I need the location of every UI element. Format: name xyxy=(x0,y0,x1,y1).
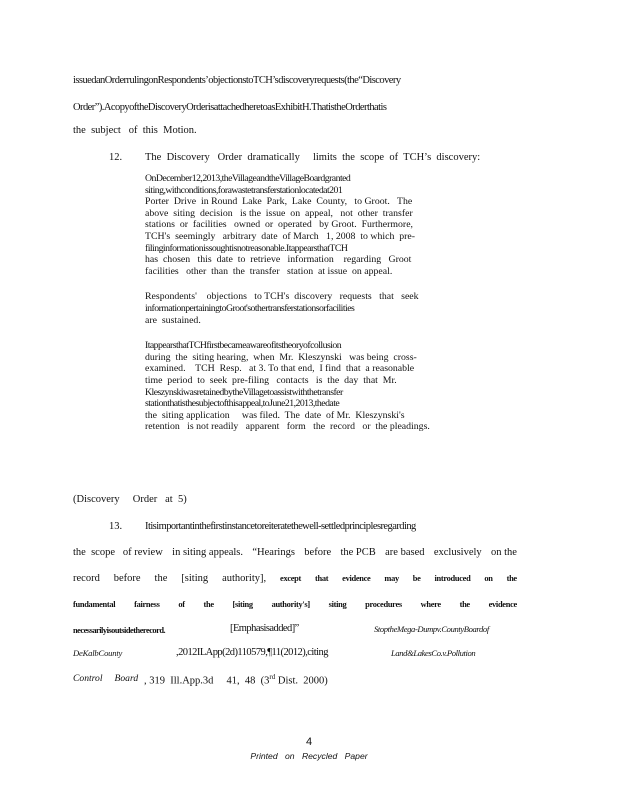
citation-part: , 319 Ill.App.3d 41, 48 (3 xyxy=(144,675,270,687)
case-name: DeKalbCounty xyxy=(73,648,123,658)
quote-line: filinginformationissoughtisnotreasonable.ItappearsthatTCH xyxy=(145,242,348,254)
paragraph-text: The Discovery Order dramatically limits the scope of TCH’s discovery: xyxy=(145,152,481,163)
word: exclusively xyxy=(433,547,482,558)
page-number: 4 xyxy=(305,736,313,748)
emphasis-note: [Emphasisadded]” xyxy=(230,623,299,634)
citation: (Discovery Order at 5) xyxy=(73,494,187,505)
quote-paragraph xyxy=(145,340,450,433)
paragraph-number: 12. xyxy=(109,152,123,163)
quote-line: siting,withconditions,forawastetransferstationlocatedat201 xyxy=(145,184,343,196)
word: except xyxy=(280,574,302,583)
word: “Hearings xyxy=(252,547,295,558)
word: on xyxy=(484,574,493,583)
word: siting xyxy=(328,600,347,609)
quote-paragraph xyxy=(145,173,450,277)
word: evidence xyxy=(342,574,371,583)
text-line: necessarilyisoutsidetherecord. xyxy=(73,626,166,635)
word: the xyxy=(459,600,470,609)
word: may xyxy=(384,574,399,583)
quote-line: the siting application was filed. The date of Mr. Kleszynski's xyxy=(145,409,405,421)
case-name: Land&LakesCo.v.Pollution xyxy=(391,648,476,658)
quote-line: ItappearsthatTCHfirstbecameawareofitstheoryofcollusion xyxy=(145,340,342,352)
quote-line: facilities other than the transfer station at issue on appeal. xyxy=(145,265,393,277)
quote-paragraph xyxy=(145,291,450,326)
quote-line: above siting decision is the issue on appeal, not other transfer xyxy=(145,207,413,219)
word: [siting xyxy=(232,600,253,609)
word: authority's] xyxy=(271,600,310,609)
word: the scope of review xyxy=(73,547,163,558)
quote-line: has chosen this date to retrieve information regarding Groot xyxy=(145,254,412,266)
quote-line: informationpertainingtoGroot'sothertransferstationsorfacilities xyxy=(145,302,355,314)
text-line xyxy=(73,572,517,585)
word: before xyxy=(304,547,332,558)
text-line: issuedanOrderrulingonRespondents’objectionstoTCH’sdiscoveryrequests(the“Discovery xyxy=(73,75,401,86)
word: the xyxy=(506,574,517,583)
word: introduced xyxy=(434,574,471,583)
word: authority], xyxy=(222,573,267,584)
quote-line: OnDecember12,2013,theVillageandtheVillageBoardgranted xyxy=(145,173,351,184)
quote-line: stationthatisthesubjectofthisappeal,toJune21,2013,thedate xyxy=(145,398,340,410)
quote-line: KleszynskiwasretainedbytheVillagetoassistwiththetransfer xyxy=(145,386,343,398)
paragraph-number: 13. xyxy=(109,521,123,532)
word: the xyxy=(154,573,168,584)
quote-line: Porter Drive in Round Lake Park, Lake County, to Groot. The xyxy=(145,196,413,208)
text-line xyxy=(73,598,517,611)
quote-line: examined. TCH Resp. at 3. To that end, I find that a reasonable xyxy=(145,363,415,375)
quote-line: retention is not readily apparent form the record or the pleadings. xyxy=(145,421,430,433)
word: the PCB xyxy=(340,547,376,558)
word: where xyxy=(420,600,441,609)
word: the xyxy=(203,600,214,609)
word: are based xyxy=(385,547,425,558)
text-line: Order”).AcopyoftheDiscoveryOrderisattachedheretoasExhibitH.ThatistheOrderthatis xyxy=(73,102,387,113)
word: before xyxy=(113,573,141,584)
case-name: Control Board xyxy=(73,673,139,684)
quote-line: are sustained. xyxy=(145,314,201,326)
citation-part: Dist. 2000) xyxy=(275,675,328,687)
ordinal-suffix: rd xyxy=(269,673,276,681)
quote-line: time period to seek pre-filing contacts is the day that Mr. xyxy=(145,374,397,386)
quote-line: stations or facilities owned or operated by Groot. Furthermore, xyxy=(145,219,413,231)
word: [siting xyxy=(181,573,209,584)
word: fairness xyxy=(134,600,160,609)
word: record xyxy=(73,573,100,584)
case-name: StoptheMega-Dumpv.CountyBoardof xyxy=(374,624,489,634)
paragraph-text: Itisimportantinthefirstinstancetoreiteratethewell-settledprinciplesregarding xyxy=(145,521,416,532)
word: that xyxy=(314,574,329,583)
word: fundamental xyxy=(73,600,116,609)
quote-line: during the siting hearing, when Mr. Kleszynski was being cross- xyxy=(145,351,417,363)
word: of xyxy=(178,600,185,609)
citation xyxy=(144,671,328,688)
quote-line: Respondents' objections to TCH's discovery requests that seek xyxy=(145,291,419,303)
citation: ,2012ILApp(2d)110579,¶11(2012),citing xyxy=(176,647,328,658)
block-quote xyxy=(145,173,450,447)
text-line: the subject of this Motion. xyxy=(73,125,197,136)
word: evidence xyxy=(488,600,517,609)
word: in siting appeals. xyxy=(172,547,244,558)
word: procedures xyxy=(365,600,402,609)
text-line xyxy=(73,546,517,559)
quote-line: TCH's seemingly arbitrary date of March 1, 2008 to which pre- xyxy=(145,230,416,242)
word: be xyxy=(412,574,421,583)
word: on the xyxy=(491,547,517,558)
footer-note: Printed on Recycled Paper xyxy=(250,751,368,761)
